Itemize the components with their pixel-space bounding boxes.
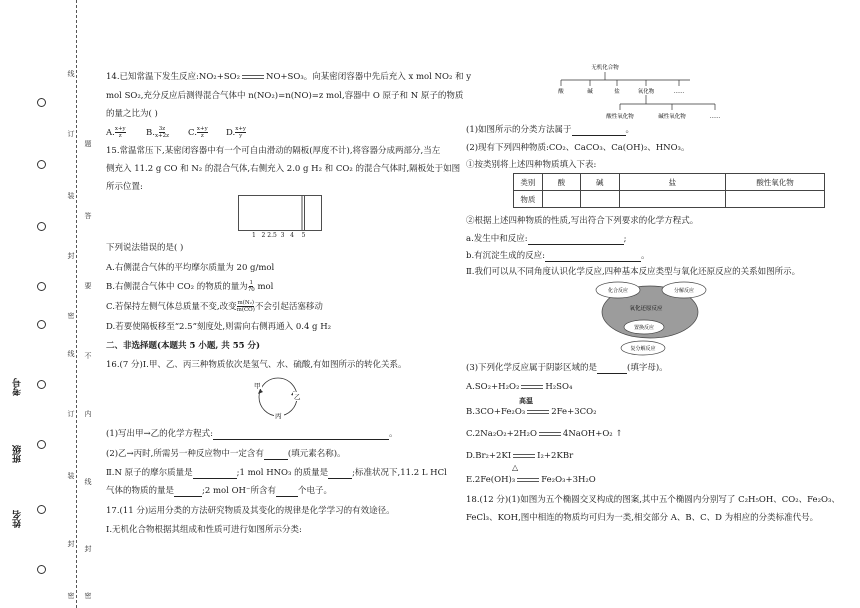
tree-root: 无机化合物 bbox=[591, 65, 619, 71]
margin-inner: 密 bbox=[84, 592, 92, 599]
q14-options bbox=[106, 126, 306, 142]
classification-tree bbox=[545, 60, 735, 126]
reaction-option-a[interactable]: A.SO₂+H₂O₂ H₂SO₄ bbox=[466, 382, 573, 392]
tree-node: 酸 bbox=[558, 89, 564, 95]
q17-r3: ①按类别将上述四种物质填入下表: bbox=[466, 160, 597, 170]
margin-inner: 不 bbox=[84, 352, 92, 359]
q16-line1: 16.(7 分)Ⅰ.甲、乙、丙三种物质依次是氢气、水、硫酸,有如图所示的转化关系。 bbox=[106, 360, 407, 370]
q17-r4: ②根据上述四种物质的性质,写出符合下列要求的化学方程式。 bbox=[466, 216, 699, 226]
q14-option-b[interactable]: B. $\frac{3z}{x+2z}$ bbox=[146, 126, 170, 139]
tree-node: 盐 bbox=[614, 89, 620, 95]
q15-prompt: 下列说法错误的是( ) bbox=[106, 243, 184, 253]
classification-table bbox=[513, 173, 825, 208]
reaction-option-b[interactable]: B.3CO+Fe₂O₃ 2Fe+3CO₂ bbox=[466, 407, 597, 417]
binding-hole bbox=[37, 282, 46, 291]
table-cell: 类别 bbox=[514, 174, 543, 191]
class-label: 班级 bbox=[13, 445, 23, 463]
binding-hole bbox=[37, 222, 46, 231]
q15-line3: 所示位置: bbox=[106, 182, 143, 192]
margin-inner: 线 bbox=[84, 478, 92, 485]
binding-hole bbox=[37, 565, 46, 574]
margin-inner: 答 bbox=[84, 212, 92, 219]
tree-leaf: 酸性氧化物 bbox=[606, 114, 634, 120]
answer-blank[interactable] bbox=[597, 364, 627, 374]
answer-blank[interactable] bbox=[572, 126, 626, 136]
reaction-option-e[interactable]: E.2Fe(OH)₃ Fe₂O₃+3H₂O bbox=[466, 475, 596, 485]
cycle-node-c: 丙 bbox=[275, 412, 282, 420]
venn-label: 氧化还原反应 bbox=[629, 306, 663, 312]
container-scale: 1 2 2.5 3 4 5 bbox=[252, 232, 306, 239]
tree-leaf: …… bbox=[709, 114, 721, 120]
binding-hole bbox=[37, 98, 46, 107]
venn-label: 分解反应 bbox=[673, 288, 695, 294]
q14-option-d[interactable]: D. $\frac{x+y}{y}$ bbox=[226, 126, 247, 139]
reaction-venn-diagram bbox=[590, 280, 710, 356]
venn-label: 复分解反应 bbox=[630, 346, 656, 352]
heat-condition-icon: △ bbox=[512, 463, 519, 472]
conversion-cycle-diagram bbox=[250, 374, 306, 420]
margin-inner: 封 bbox=[84, 545, 92, 552]
cycle-node-b: 乙 bbox=[294, 393, 301, 401]
container-diagram bbox=[238, 195, 322, 231]
equal-arrow-icon bbox=[242, 73, 264, 81]
table-cell: 酸性氧化物 bbox=[726, 174, 825, 191]
answer-blank[interactable] bbox=[276, 487, 298, 497]
margin-label: 封 bbox=[67, 252, 75, 259]
answer-cell[interactable] bbox=[726, 191, 825, 208]
q16-s3: Ⅱ.N 原子的摩尔质量是 ;1 mol HNO₃ 的质量是 ;标准状况下,11.2 L HCl bbox=[106, 468, 447, 478]
margin-inner: 内 bbox=[84, 410, 92, 417]
equal-arrow-icon bbox=[521, 383, 543, 391]
margin-inner: 要 bbox=[84, 282, 92, 289]
q17-r8: (3)下列化学反应属于阴影区域的是 (填字母)。 bbox=[466, 363, 668, 373]
answer-blank[interactable] bbox=[528, 235, 624, 245]
answer-blank[interactable] bbox=[213, 430, 389, 440]
q15-option-b[interactable]: B.右侧混合气体中 CO₂ 的物质的量为 $\frac{1}{70}$ mol bbox=[106, 280, 274, 293]
tree-node: …… bbox=[673, 89, 685, 95]
margin-inner: 题 bbox=[84, 140, 92, 147]
table-cell: 物质 bbox=[514, 191, 543, 208]
answer-blank[interactable] bbox=[328, 469, 352, 479]
margin-label: 密 bbox=[67, 592, 75, 599]
q15-option-d[interactable]: D.若要使隔板移至“2.5”刻度处,则需向右侧再通入 0.4 g H₂ bbox=[106, 322, 332, 332]
binding-hole bbox=[37, 505, 46, 514]
answer-cell[interactable] bbox=[581, 191, 619, 208]
q18-line1: 18.(12 分)(1)如图为五个椭圆交叉构成的图案,其中五个椭圆内分别写了 C₂H₅OH、CO₂、Fe₂O₃、 bbox=[466, 495, 840, 505]
table-cell: 碱 bbox=[581, 174, 619, 191]
cycle-node-a: 甲 bbox=[254, 382, 261, 390]
table-row bbox=[514, 191, 825, 208]
margin-label: 装 bbox=[67, 472, 75, 479]
binding-hole bbox=[37, 160, 46, 169]
section-title: 二、非选择题(本题共 5 小题, 共 55 分) bbox=[106, 341, 261, 351]
name-label: 姓名 bbox=[13, 510, 23, 528]
answer-cell[interactable] bbox=[542, 191, 580, 208]
equal-arrow-icon bbox=[539, 430, 561, 438]
binding-hole bbox=[37, 320, 46, 329]
q16-s2: (2)乙→丙时,所需另一种反应物中一定含有 (填元素名称)。 bbox=[106, 449, 346, 459]
venn-label: 化合反应 bbox=[607, 288, 629, 294]
binding-hole bbox=[37, 440, 46, 449]
q14-option-c[interactable]: C. $\frac{x+y}{z}$ bbox=[188, 126, 208, 139]
answer-blank[interactable] bbox=[174, 487, 202, 497]
reaction-condition: 高温 bbox=[519, 396, 533, 405]
margin-label: 线 bbox=[67, 70, 75, 77]
reaction-option-c[interactable]: C.2Na₂O₂+2H₂O 4NaOH+O₂ ↑ bbox=[466, 429, 623, 439]
q14-line2: mol SO₂,充分反应后测得混合气体中 n(NO₂)=n(NO)=z mol,容器中 O 原子和 N 原子的物质 bbox=[106, 91, 464, 101]
tree-node: 碱 bbox=[587, 89, 593, 95]
answer-blank[interactable] bbox=[193, 469, 237, 479]
margin-label: 装 bbox=[67, 192, 75, 199]
equal-arrow-icon bbox=[527, 408, 549, 416]
tree-node: 氧化物 bbox=[637, 89, 655, 95]
q15-option-c[interactable]: C.若保持左侧气体总质量不变,改变 $\frac{\text{m(N₂)}}{m(CO)}$ 不会引起活塞移动 bbox=[106, 300, 323, 313]
equal-arrow-icon bbox=[513, 452, 535, 460]
q16-s1: (1)写出甲→乙的化学方程式: 。 bbox=[106, 429, 398, 439]
margin-label: 订 bbox=[67, 410, 75, 417]
q14-line3: 的量之比为( ) bbox=[106, 109, 158, 119]
margin-label: 封 bbox=[67, 540, 75, 547]
answer-blank[interactable] bbox=[264, 450, 288, 460]
answer-blank[interactable] bbox=[545, 252, 641, 262]
margin-label: 订 bbox=[67, 130, 75, 137]
binding-hole bbox=[37, 380, 46, 389]
venn-label: 置换反应 bbox=[633, 325, 655, 331]
q17-r7: Ⅱ.我们可以从不同角度认识化学反应,四种基本反应类型与氧化还原反应的关系如图所示。 bbox=[466, 267, 801, 277]
table-header-row bbox=[514, 174, 825, 191]
q18-line2: FeCl₃、KOH,图中相连的物质均可归为一类,相交部分 A、B、C、D 为相应的分类标准代号。 bbox=[466, 513, 819, 523]
exam-number-label: 考号 bbox=[13, 378, 23, 396]
q14-line1: 14.已知常温下发生反应:NO₂+SO₂ NO+SO₃。向某密闭容器中先后充入 x mol NO₂ 和 y bbox=[106, 72, 472, 82]
table-cell: 盐 bbox=[619, 174, 726, 191]
q15-line1: 15.常温常压下,某密闭容器中有一个可自由滑动的隔板(厚度不计),将容器分成两部分,当左 bbox=[106, 146, 441, 156]
margin-label: 密 bbox=[67, 312, 75, 319]
q15-line2: 侧充入 11.2 g CO 和 N₂ 的混合气体,右侧充入 2.0 g H₂ 和 CO₂ 的混合气体时,隔板处于如图 bbox=[106, 164, 461, 174]
margin-label: 线 bbox=[67, 350, 75, 357]
table-cell: 酸 bbox=[542, 174, 580, 191]
q17-r5: a.发生中和反应: ; bbox=[466, 234, 627, 244]
answer-cell[interactable] bbox=[619, 191, 726, 208]
q14-option-a[interactable]: A. $\frac{x+y}{z}$ bbox=[106, 126, 126, 139]
q17-r6: b.有沉淀生成的反应: 。 bbox=[466, 251, 650, 261]
q16-s4: 气体的物质的量是 ;2 mol OH⁻所含有 个电子。 bbox=[106, 486, 332, 496]
q17-r1: (1)如图所示的分类方法属于 。 bbox=[466, 125, 635, 135]
binding-line bbox=[76, 0, 77, 608]
q17-line1: 17.(11 分)运用分类的方法研究物质及其变化的规律是化学学习的有效途径。 bbox=[106, 506, 395, 516]
q17-line2: Ⅰ.无机化合物根据其组成和性质可进行如图所示分类: bbox=[106, 525, 302, 535]
q17-r2: (2)现有下列四种物质:CO₂、CaCO₃、Ca(OH)₂、HNO₃。 bbox=[466, 143, 690, 153]
q15-option-a[interactable]: A.右侧混合气体的平均摩尔质量为 20 g/mol bbox=[106, 263, 275, 273]
equal-arrow-icon bbox=[517, 476, 539, 484]
reaction-option-d[interactable]: D.Br₂+2KI I₂+2KBr bbox=[466, 451, 574, 461]
tree-leaf: 碱性氧化物 bbox=[658, 114, 686, 120]
